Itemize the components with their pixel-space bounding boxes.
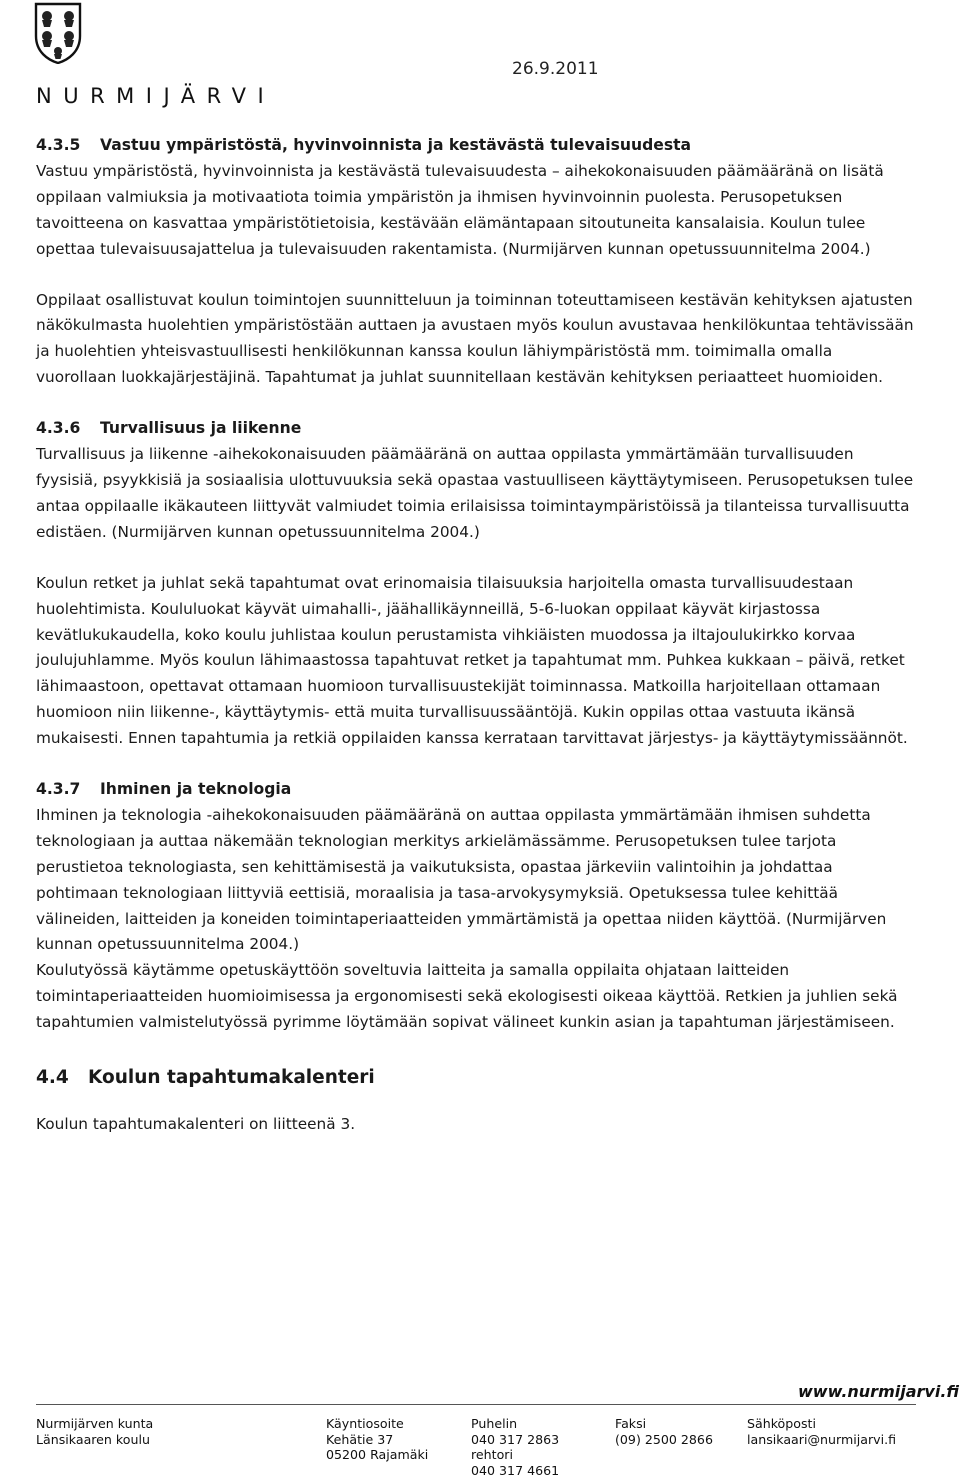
footer-email: Sähköposti lansikaari@nurmijarvi.fi <box>747 1416 897 1447</box>
section-heading-4-3-5: 4.3.5 Vastuu ympäristöstä, hyvinvoinnista ja kestävästä tulevaisuudesta <box>36 136 692 154</box>
footer-email-link[interactable]: lansikaari@nurmijarvi.fi <box>747 1431 897 1447</box>
footer-divider <box>36 1404 916 1405</box>
municipality-logo <box>34 2 284 106</box>
footer-phone: Puhelin 040 317 2863 rehtori 040 317 4661 <box>471 1416 560 1478</box>
footer-visiting-address: Käyntiosoite Kehätie 37 05200 Rajamäki <box>326 1416 429 1462</box>
footer-organization: Nurmijärven kunta Länsikaaren koulu <box>36 1416 154 1447</box>
section-heading-4-3-7: 4.3.7 Ihminen ja teknologia <box>36 780 292 799</box>
footer-website-link[interactable]: www.nurmijarvi.fi <box>798 1382 959 1401</box>
section-heading-4-3-6: 4.3.6 Turvallisuus ja liikenne <box>36 419 302 438</box>
paragraph: Koulutyössä käytämme opetuskäyttöön soveltuvia laitteita ja samalla oppilaita ohjataan laitteiden toimintaperiaatteiden huomioimisessa ja ergonomisesti sekä ekologisesti oikeaa käyttöä. Retkien ja juhlien sekä tapahtumien valmistelutyössä pyrimme löytämään sopivat välineet kunkin asian ja tapahtuman järjestämiseen. <box>36 961 898 1032</box>
paragraph: Ihminen ja teknologia -aihekokonaisuuden päämääränä on auttaa oppilasta ymmärtämään ihmisen suhdetta teknologiaan ja auttaa näkemään teknologian merkitys arkielämässämme. Perusopetuksen tulee tarjota perustietoa teknologiasta, sen kehittämisestä ja vaikutuksista, opastaa järkeviin valintoihin ja johdattaa pohtimaan teknologiaan liittyviä eettisiä, moraalisia ja tasa-arvokysymyksiä. Opetuksessa tulee kehittää välineiden, laitteiden ja koneiden toimintaperiaatteiden ymmärtämistä ja opettaa niiden käyttöä. (Nurmijärven kunnan opetussuunnitelma 2004.) <box>36 805 887 954</box>
paragraph: Turvallisuus ja liikenne -aihekokonaisuuden päämääränä on auttaa oppilasta ymmärtämään turvallisuuden fyysisiä, psyykkisiä ja sosiaalisia ulottuvuuksia sekä opastaa vastuulliseen käyttäytymiseen. Perusopetuksen tulee antaa oppilaalle ikäkauteen liittyvät valmiudet toimia erilaisissa toimintaympäristöissä ja tilanteissa turvallisuutta edistäen. (Nurmijärven kunnan opetussuunnitelma 2004.) <box>36 445 914 541</box>
paragraph: Oppilaat osallistuvat koulun toimintojen suunnitteluun ja toiminnan toteuttamiseen kestävän kehityksen ajatusten näkökulmasta huolehtien ympäristöstään auttaen ja avustaen myös koulun avustavaa henkilökuntaa tehtävissään ja huolehtien yhteisvastuullisesti henkilökunnan kanssa koulun lähiympäristöstä mm. toimimalla omalla vuorollaan luokkajärjestäjinä. Tapahtumat ja juhlat suunnitellaan kestävän kehityksen periaatteet huomioiden. <box>36 290 914 387</box>
section-heading-4-4: 4.4 Koulun tapahtumakalenteri <box>36 1067 375 1089</box>
paragraph: Koulun tapahtumakalenteri on liitteenä 3. <box>36 1115 356 1134</box>
footer-fax: Faksi (09) 2500 2866 <box>615 1416 713 1447</box>
paragraph: Koulun retket ja juhlat sekä tapahtumat ovat erinomaisia tilaisuuksia harjoitella omasta turvallisuudestaan huolehtimista. Koululuokat käyvät uimahalli-, jäähallikäynneillä, 5-6-luokan oppilaat käyvät kirjastossa kevätlukukaudella, koko koulu juhlistaa koulun perustamista vihkiäisten muodossa ja iltajoulukirkko korvaa joulujuhlamme. Myös koulun lähimaastossa tapahtuvat retket ja tapahtumat mm. Puhkea kukkaan – päivä, retket lähimaastoon, opettavat ottamaan huomioon turvallisuustekijät toiminnassa. Matkoilla harjoitellaan ottamaan huomioon niin liikenne-, käyttäytymis- että muita turvallisuussääntöjä. Kukin oppilas ottaa vastuuta ikänsä mukaisesti. Ennen tapahtumia ja retkiä oppilaiden kanssa kerrataan tarvittavat järjestys- ja käyttäytymissäännöt. <box>36 573 908 748</box>
document-date: 26.9.2011 <box>512 59 599 79</box>
logo-wordmark: NURMIJÄRVI <box>36 84 276 108</box>
paragraph: Vastuu ympäristöstä, hyvinvoinnista ja kestävästä tulevaisuudesta – aihekokonaisuuden päämääränä on lisätä oppilaan valmiuksia ja motivaatiota toimia ympäristön ja ihmisen hyvinvoinnin puolesta. Perusopetuksen tavoitteena on kasvattaa ympäristötietoisia, kestävään elämäntapaan sitoutuneita kansalaisia. Koulun tulee opettaa tulevaisuusajattelua ja tulevaisuuden rakentamista. (Nurmijärven kunnan opetussuunnitelma 2004.) <box>36 161 884 258</box>
coat-of-arms-icon <box>34 2 82 64</box>
document-body <box>36 133 916 1138</box>
